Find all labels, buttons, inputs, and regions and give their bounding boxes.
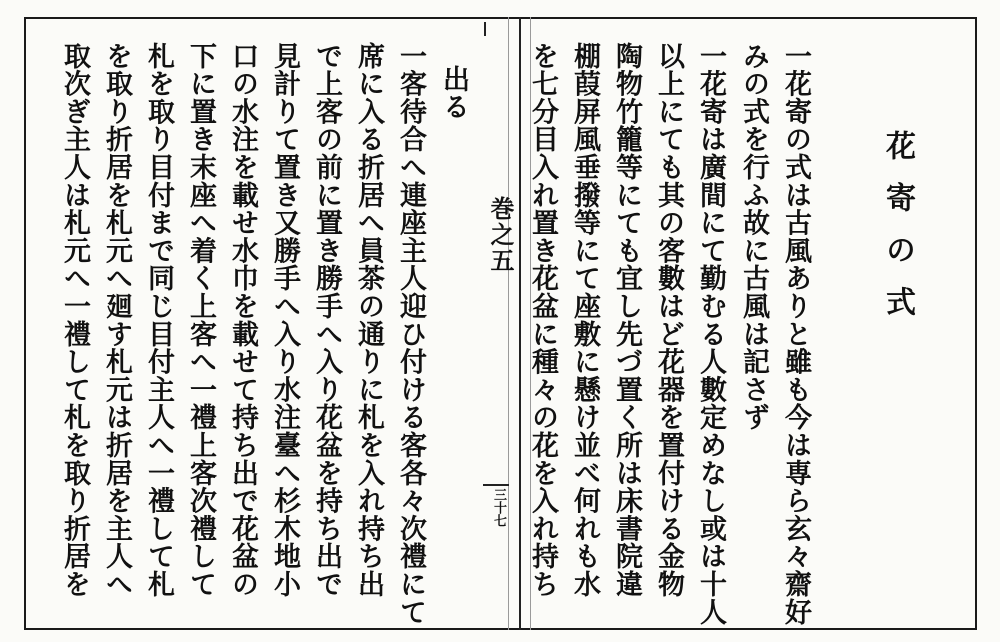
text-column-r2: みの式を行ふ故に古風は記さず bbox=[738, 42, 769, 432]
folio-page-number: 三十七 bbox=[491, 488, 506, 527]
folio-rule bbox=[483, 484, 509, 486]
text-column-l6: 口の水注を載せ水巾を載せて持ち出で花盆の bbox=[227, 42, 258, 598]
text-column-l8: 札を取り目付まで同じ目付主人へ一禮して札 bbox=[143, 42, 174, 598]
text-column-l3: 席に入る折居へ員茶の通りに札を入れ持ち出 bbox=[353, 42, 384, 598]
text-column-l4: で上客の前に置き勝手へ入り花盆を持ち出で bbox=[311, 42, 342, 598]
page-title: 花寄の式 bbox=[880, 130, 915, 338]
right-page-inner-edge bbox=[519, 17, 521, 630]
text-column-r7: を七分目入れ置き花盆に種々の花を入れ持ち bbox=[527, 42, 558, 598]
gutter-line bbox=[508, 17, 509, 630]
text-column-l9: を取り折居を札元へ廻す札元は折居を主人へ bbox=[101, 42, 132, 598]
text-column-l1: 出る bbox=[438, 65, 469, 121]
gutter-tick bbox=[484, 22, 486, 36]
text-column-r1: 一花寄の式は古風ありと雖も今は専ら玄々齋好 bbox=[780, 42, 811, 626]
text-column-l10: 取次ぎ主人は札元へ一禮して札を取り折居を bbox=[59, 42, 90, 598]
text-column-l5: 見計りて置き又勝手へ入り水注臺へ杉木地小 bbox=[269, 42, 300, 598]
text-column-l7: 下に置き末座へ着く上客へ一禮上客次禮して bbox=[185, 42, 216, 598]
text-column-r3: 一花寄は廣間にて勤むる人數定めなし或は十人 bbox=[695, 42, 726, 626]
text-column-r5: 陶物竹籠等にても宜し先づ置く所は床書院違 bbox=[611, 42, 642, 598]
text-column-r6: 棚葭屏風垂撥等にて座敷に懸け並べ何れも水 bbox=[569, 42, 600, 598]
volume-label: 巻之五 bbox=[486, 196, 515, 274]
text-column-l2: 一客待合へ連座主人迎ひ付ける客各々次禮にて bbox=[395, 42, 426, 626]
text-column-r4: 以上にても其の客數はど花器を置付ける金物 bbox=[653, 42, 684, 598]
